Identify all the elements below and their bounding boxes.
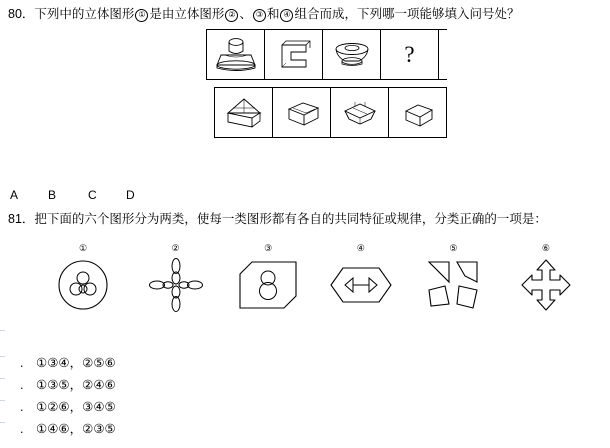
answer-option-a[interactable] [20, 352, 116, 374]
question-81-number: 81． [8, 212, 35, 226]
circled-3: ③ [253, 9, 266, 22]
figure-tiered-disc [331, 88, 389, 137]
figure-cone-on-box [215, 88, 273, 137]
option-c[interactable]: C [88, 188, 97, 202]
circled-1: ① [135, 9, 148, 22]
figure-solid-capsule-on-base [207, 30, 265, 79]
question-81-answer-list [20, 352, 116, 440]
question-81-figure-6 [505, 241, 587, 315]
circled-2: ② [225, 9, 238, 22]
question-81-figure-3 [227, 241, 309, 315]
figure-ring-disc-shape [323, 30, 381, 79]
answer-text-a: ①③④，②⑤⑥ [36, 356, 116, 370]
figure-label-5: ⑤ [449, 243, 458, 253]
answer-text-d: ①④⑥，②③⑤ [36, 422, 116, 436]
question-81-body: 把下面的六个图形分为两类，使每一类图形都有各自的共同特征或规律，分类正确的一项是： [34, 212, 547, 226]
question-80-part2: 是由立体图形 [149, 7, 225, 21]
figure-small-box [389, 88, 447, 137]
option-d[interactable]: D [126, 188, 135, 202]
question-81-text [8, 211, 547, 227]
answer-marker-d: . [20, 422, 24, 436]
answer-text-b: ①③⑤，②④⑥ [36, 378, 116, 392]
answer-text-c: ①②⑥，③④⑤ [36, 400, 116, 414]
figure-label-2: ② [171, 243, 180, 253]
figure-question-mark: ? [381, 30, 439, 79]
four-shapes-cluster-icon [412, 255, 494, 315]
figure-label-3: ③ [264, 243, 273, 253]
question-80-figure-group [206, 29, 447, 138]
question-81-figure-4 [320, 241, 402, 315]
edge-mark [0, 422, 5, 423]
question-80-text [8, 6, 519, 22]
question-81-figure-1 [42, 241, 124, 315]
question-80-part1: 下列中的立体图形 [34, 7, 135, 21]
question-81-figure-group [42, 241, 587, 315]
edge-mark [0, 356, 5, 357]
edge-mark [0, 330, 5, 331]
question-80-part5: 组合而成，下列哪一项能够填入问号处？ [294, 7, 520, 21]
figure-open-box [273, 88, 331, 137]
question-81-figure-2 [135, 241, 217, 315]
figure-bracket-c-shape [265, 30, 323, 79]
figure-label-1: ① [78, 243, 88, 253]
circled-4: ④ [280, 9, 293, 22]
question-80-part4: 和 [266, 7, 280, 21]
double-arrow-hexagon-icon [320, 255, 402, 315]
option-b[interactable]: B [48, 188, 57, 202]
answer-marker-b: . [20, 378, 24, 392]
figure-label-4: ④ [356, 243, 365, 253]
question-80-options [10, 188, 135, 202]
circle-with-four-dots-icon [42, 255, 124, 315]
answer-marker-c: . [20, 400, 24, 414]
question-80-number: 80． [8, 7, 35, 21]
question-81-figure-5 [412, 241, 494, 315]
question-80-part3: 、 [239, 7, 252, 21]
edge-mark [0, 400, 5, 401]
answer-marker-a: . [20, 356, 24, 370]
hexagon-with-8-icon [227, 255, 309, 315]
question-80-figure-row-1 [206, 29, 447, 80]
answer-option-d[interactable] [20, 418, 116, 440]
question-80-figure-row-2 [214, 87, 447, 138]
figure-label-6: ⑥ [541, 243, 550, 253]
answer-option-b[interactable] [20, 374, 116, 396]
flower-petal-cross-icon [135, 255, 217, 315]
option-a[interactable]: A [10, 188, 19, 202]
four-way-arrow-icon [505, 255, 587, 315]
answer-option-c[interactable] [20, 396, 116, 418]
edge-mark [0, 378, 5, 379]
